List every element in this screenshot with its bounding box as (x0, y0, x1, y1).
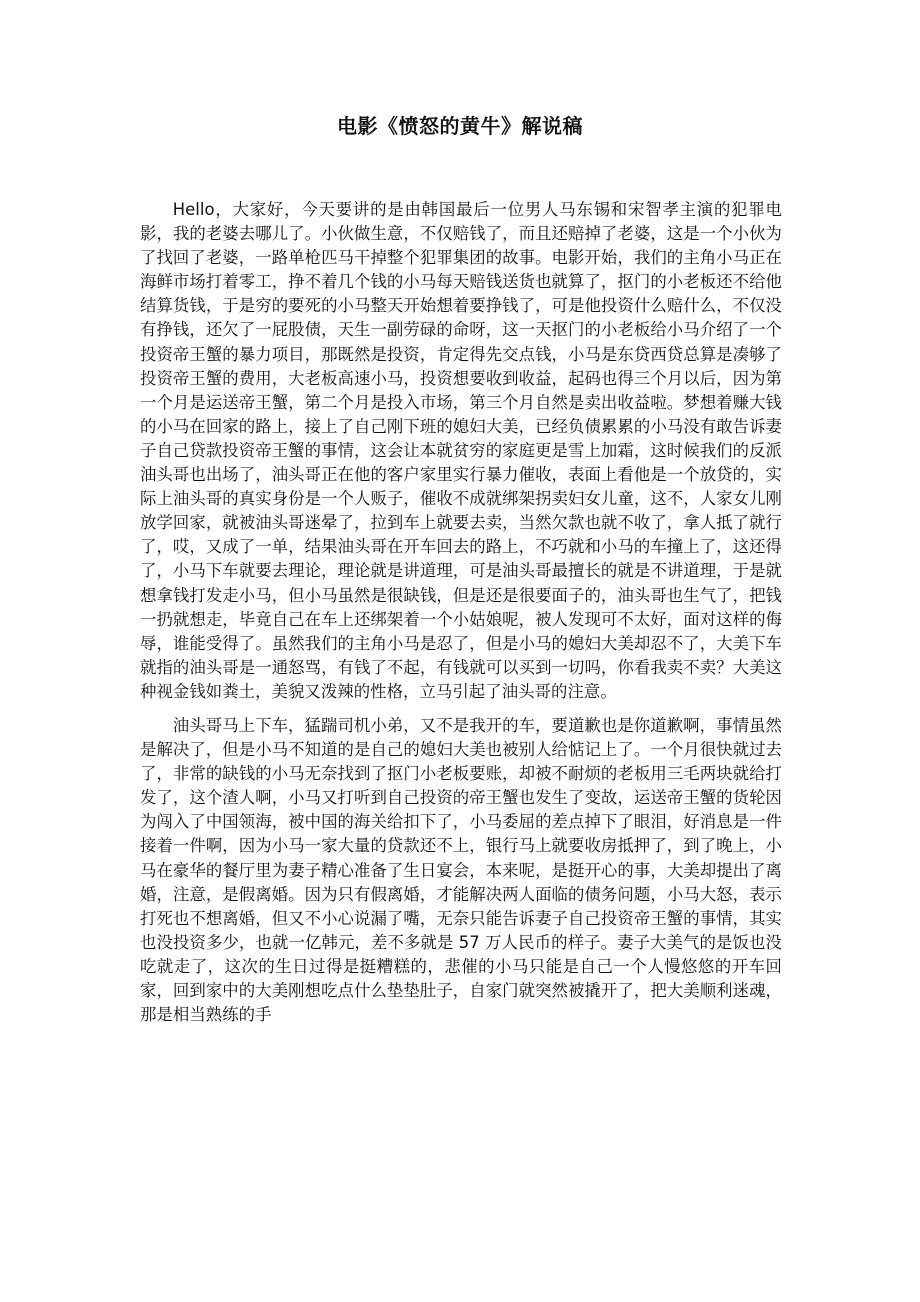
paragraph: 油头哥马上下车，猛踹司机小弟，又不是我开的车，要道歉也是你道歉啊，事情虽然是解决了，但是小马不知道的是自己的媳妇大美也被别人给惦记上了。一个月很快就过去了，非常的缺钱的小马无奈找到了抠门小老板要账，却被不耐烦的老板用三毛两块就给打发了，这个渣人啊，小马又打听到自己投资的帝王蟹也发生了变故，运送帝王蟹的货轮因为闯入了中国领海，被中国的海关给扣下了，小马委屈的差点掉下了眼泪，好消息是一件接着一件啊，因为小马一家大量的贷款还不上，银行马上就要收房抵押了，到了晚上，小马在豪华的餐厅里为妻子精心准备了生日宴会，本来呢，是挺开心的事，大美却提出了离婚，注意，是假离婚。因为只有假离婚，才能解决两人面临的债务问题，小马大怒，表示打死也不想离婚，但又不小心说漏了嘴，无奈只能告诉妻子自己投资帝王蟹的事情，其实也没投资多少，也就一亿韩元，差不多就是 57 万人民币的样子。妻子大美气的是饭也没吃就走了，这次的生日过得是挺糟糕的，悲催的小马只能是自己一个人慢悠悠的开车回家，回到家中的大美刚想吃点什么垫垫肚子，自家门就突然被撬开了，把大美顺利迷魂，那是相当熟练的手 (140, 715, 782, 1025)
document-body (140, 198, 782, 1037)
paragraph: Hello，大家好，今天要讲的是由韩国最后一位男人马东锡和宋智孝主演的犯罪电影，我的老婆去哪儿了。小伙做生意，不仅赔钱了，而且还赔掉了老婆，这是一个小伙为了找回了老婆，一路单枪匹马干掉整个犯罪集团的故事。电影开始，我们的主角小马正在海鲜市场打着零工，挣不着几个钱的小马每天赔钱送货也就算了，抠门的小老板还不给他结算货钱，于是穷的要死的小马整天开始想着要挣钱了，可是他投资什么赔什么，不仅没有挣钱，还欠了一屁股债，天生一副劳碌的命呀，这一天抠门的小老板给小马介绍了一个投资帝王蟹的暴力项目，那既然是投资，肯定得先交点钱，小马是东贷西贷总算是凑够了投资帝王蟹的费用，大老板高速小马，投资想要收到收益，起码也得三个月以后，因为第一个月是运送帝王蟹，第二个月是投入市场，第三个月自然是卖出收益啦。梦想着赚大钱的小马在回家的路上，接上了自己刚下班的媳妇大美，已经负债累累的小马没有敢告诉妻子自己贷款投资帝王蟹的事情，这会让本就贫穷的家庭更是雪上加霜，这时候我们的反派油头哥也出场了，油头哥正在他的客户家里实行暴力催收，表面上看他是一个放贷的，实际上油头哥的真实身份是一个人贩子，催收不成就绑架拐卖妇女儿童，这不，人家女儿刚放学回家，就被油头哥迷晕了，拉到车上就要去卖，当然欠款也就不收了，拿人抵了就行了，哎，又成了一单，结果油头哥在开车回去的路上，不巧就和小马的车撞上了，这还得了，小马下车就要去理论，理论就是讲道理，可是油头哥最擅长的就是不讲道理，于是就想拿钱打发走小马，但小马虽然是很缺钱，但是还是很要面子的，油头哥也生气了，把钱一扔就想走，毕竟自己在车上还绑架着一个小姑娘呢，被人发现可不太好，面对这样的侮辱，谁能受得了。虽然我们的主角小马是忍了，但是小马的媳妇大美却忍不了，大美下车就指的油头哥是一通怒骂，有钱了不起，有钱就可以买到一切吗，你看我卖不卖？大美这种视金钱如粪土，美貌又泼辣的性格，立马引起了油头哥的注意。 (140, 200, 782, 701)
document-title: 电影《愤怒的黄牛》解说稿 (337, 114, 583, 138)
